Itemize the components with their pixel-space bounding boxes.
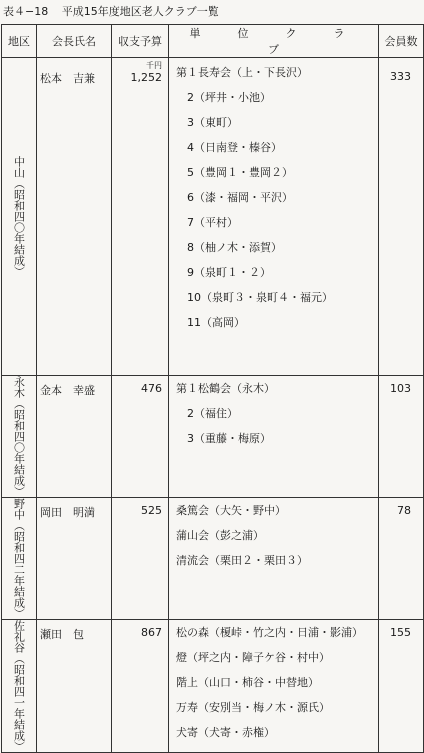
club-item: 2（福住） (187, 407, 238, 420)
table-title: 平成15年度地区老人クラブ一覧 (61, 5, 219, 18)
club-item: 8（柚ノ木・添賀） (187, 241, 282, 254)
club-item: 第１松鶴会（永木） (176, 382, 275, 395)
district-name: 永木（昭和四〇年結成） (12, 376, 26, 497)
club-item: 11（高岡） (187, 316, 245, 329)
table-row (2, 58, 424, 376)
club-list (169, 620, 379, 753)
club-list (169, 58, 379, 376)
header-budget: 収支予算 (112, 25, 169, 58)
budget-value: 476 (141, 382, 162, 395)
club-item: 桑篤会（大矢・野中） (176, 504, 286, 517)
leader-name: 金本 幸盛 (37, 376, 112, 498)
club-item: 清流会（栗田２・栗田３） (176, 554, 308, 567)
budget-cell (112, 58, 169, 376)
club-item: 10（泉町３・泉町４・福元） (187, 291, 333, 304)
clubs-table (1, 24, 424, 753)
member-count: 333 (379, 58, 424, 376)
club-item: 万寿（安別当・梅ノ木・源氏） (176, 701, 330, 714)
district-name: 中山（昭和四〇年結成） (12, 156, 26, 277)
leader-name: 松本 吉兼 (37, 58, 112, 376)
leader-name: 瀬田 包 (37, 620, 112, 753)
club-item: 7（平村） (187, 216, 238, 229)
budget-value: 867 (141, 626, 162, 639)
budget-cell (112, 620, 169, 753)
table-caption (3, 1, 423, 23)
club-item: 2（坪井・小池） (187, 91, 271, 104)
table-number: 表４−18 (3, 5, 49, 18)
club-item: 4（日南登・榛谷） (187, 141, 282, 154)
club-item: 犬寄（犬寄・赤権） (176, 726, 275, 739)
club-item: 燈（坪之内・障子ケ谷・村中） (176, 651, 330, 664)
club-item: 松の森（榎峠・竹之内・日浦・影浦） (176, 626, 363, 639)
budget-unit: 千円 (146, 61, 162, 70)
member-count: 155 (379, 620, 424, 753)
club-item: 第１長寿会（上・下長沢） (176, 66, 308, 79)
table-row (2, 498, 424, 620)
club-item: 3（重藤・梅原） (187, 432, 271, 445)
header-row (2, 25, 424, 58)
budget-value: 525 (141, 504, 162, 517)
table-row (2, 376, 424, 498)
budget-cell (112, 498, 169, 620)
header-members: 会員数 (379, 25, 424, 58)
table-row (2, 620, 424, 753)
district-name: 野中（昭和四二年結成） (12, 498, 26, 619)
header-district: 地区 (2, 25, 37, 58)
header-leader: 会長氏名 (37, 25, 112, 58)
club-item: 蒲山会（彭之浦） (176, 529, 264, 542)
member-count: 103 (379, 376, 424, 498)
club-item: 5（豊岡１・豊岡２） (187, 166, 293, 179)
leader-name: 岡田 明満 (37, 498, 112, 620)
club-item: 3（東町） (187, 116, 238, 129)
header-clubs-label: 単 位 ク ラ ブ (189, 27, 382, 56)
club-item: 9（泉町１・２） (187, 266, 271, 279)
district-cell (2, 376, 37, 498)
header-clubs (169, 25, 382, 58)
club-item: 階上（山口・柿谷・中替地） (176, 676, 319, 689)
district-cell (2, 58, 37, 376)
district-cell (2, 620, 37, 753)
district-cell (2, 498, 37, 620)
club-list (169, 498, 379, 620)
district-name: 佐礼谷（昭和四一年結成） (12, 620, 26, 752)
club-item: 6（漆・福岡・平沢） (187, 191, 293, 204)
budget-cell (112, 376, 169, 498)
club-list (169, 376, 379, 498)
member-count: 78 (379, 498, 424, 620)
budget-value: 1,252 (130, 71, 162, 84)
